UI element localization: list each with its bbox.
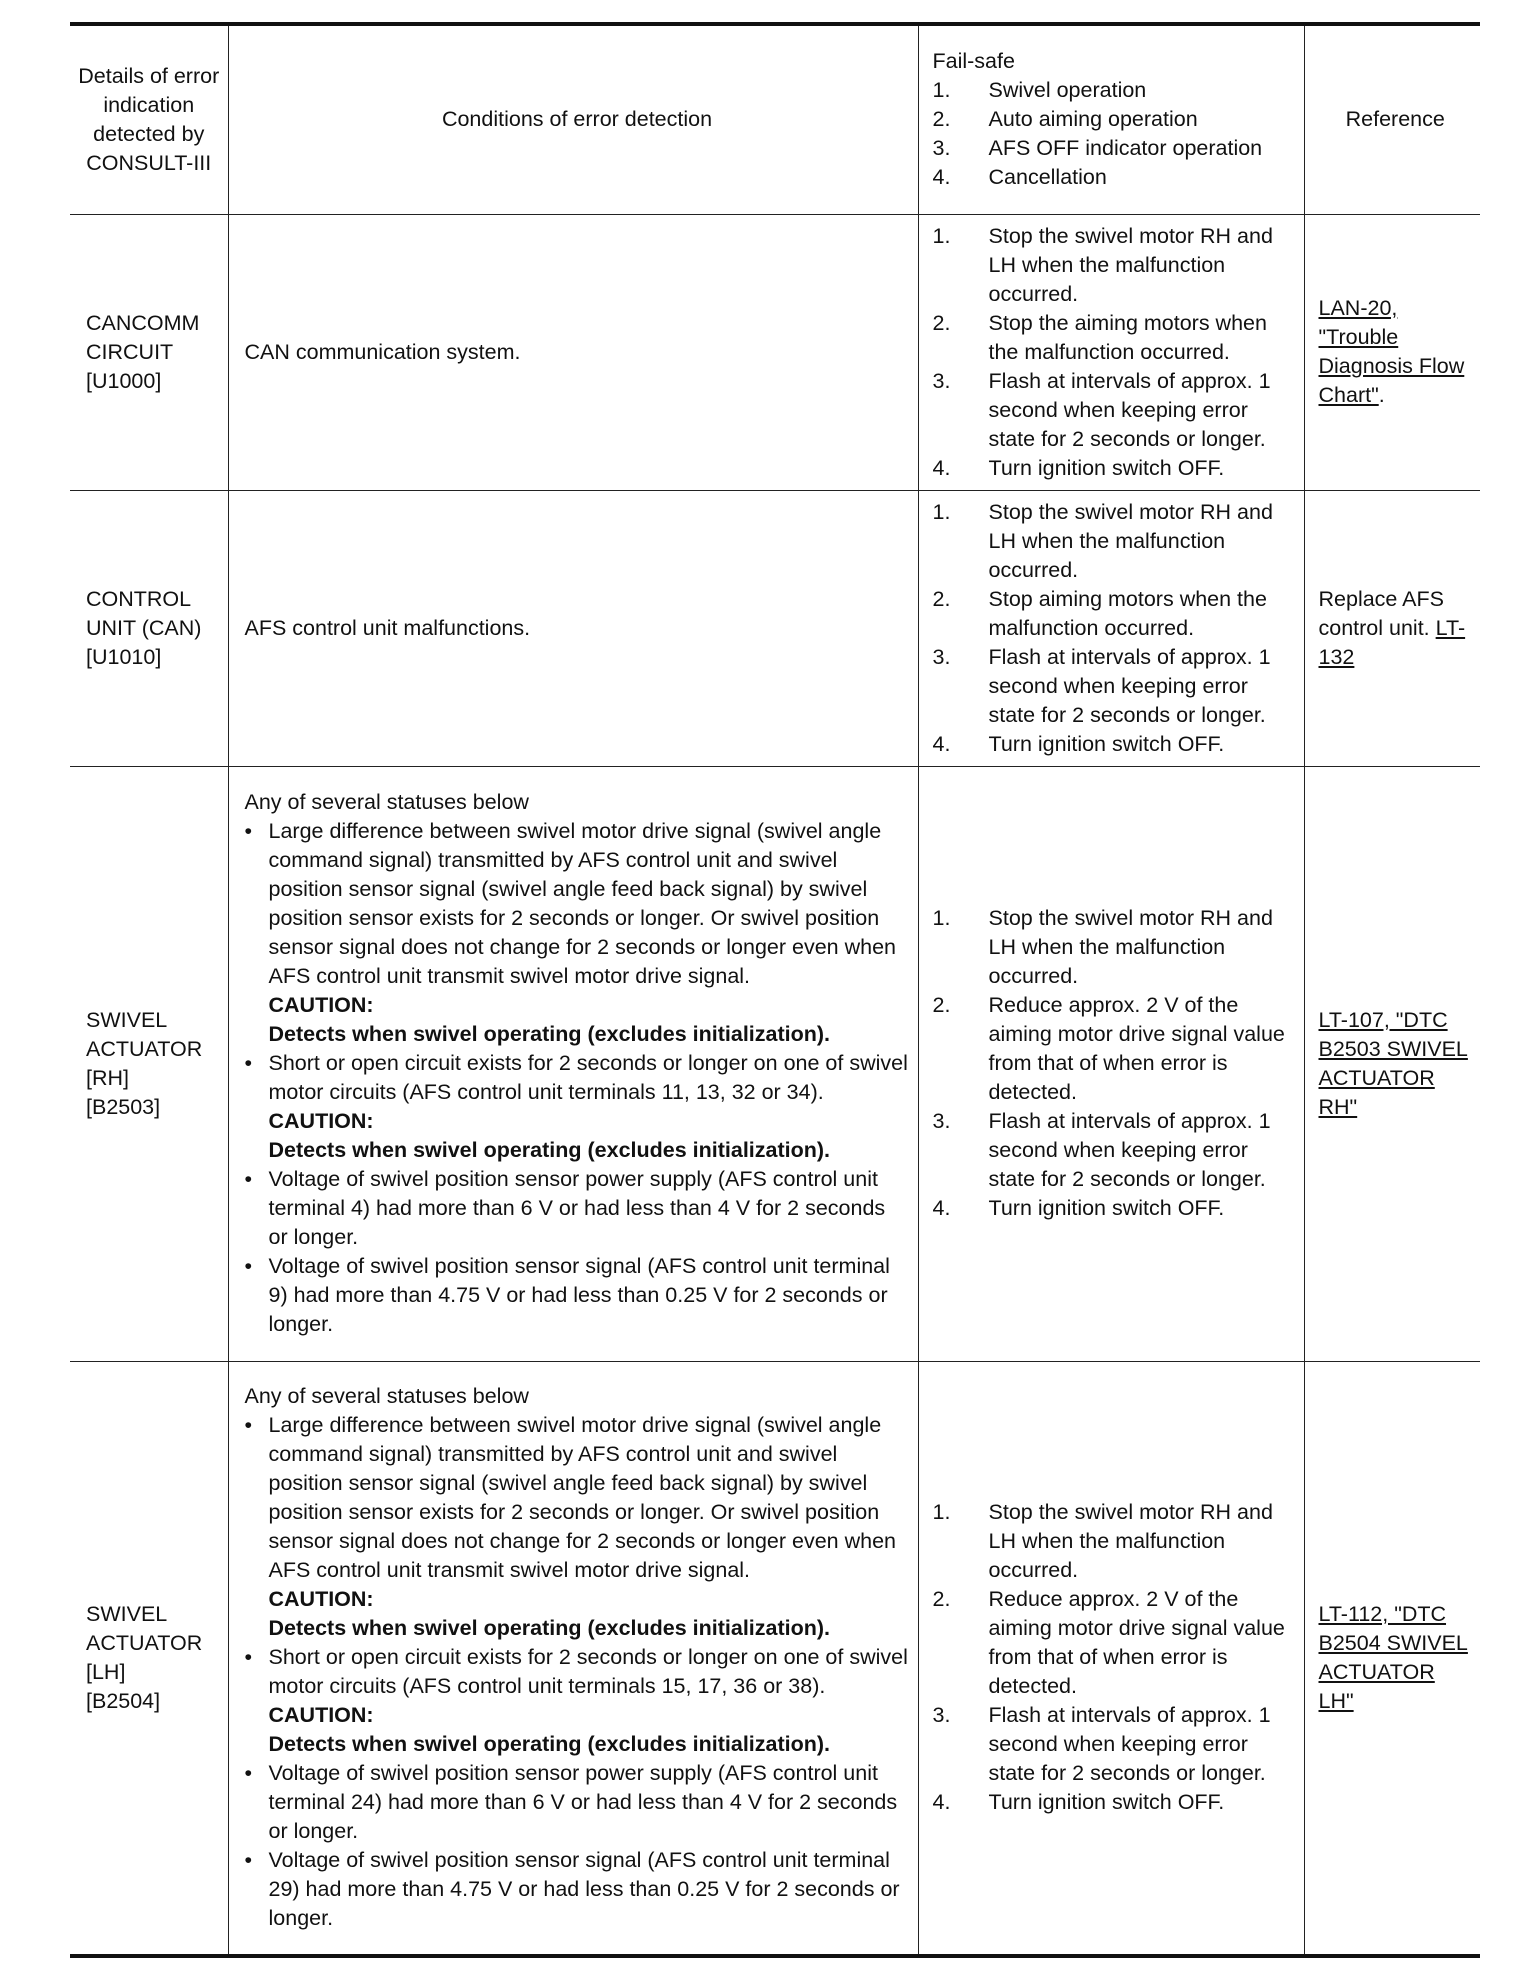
error-name-cell xyxy=(70,1361,228,1956)
error-name-line: CONTROL xyxy=(86,586,192,611)
bullet-icon: • xyxy=(244,1645,253,1670)
item-text: Flash at intervals of approx. 1 second when keeping error state for 2 seconds or longer. xyxy=(988,1703,1271,1786)
table-row xyxy=(70,490,1480,766)
list-item xyxy=(245,1759,910,1846)
header-failsafe-list xyxy=(933,76,1294,192)
bullet-icon: • xyxy=(244,1761,253,1786)
reference-link[interactable]: LAN-20, "Trouble Diagnosis Flow Chart" xyxy=(1318,296,1465,407)
bullet-icon: • xyxy=(244,1848,253,1873)
item-number: 1. xyxy=(932,499,951,524)
failsafe-cell xyxy=(918,1361,1304,1956)
item-text: Cancellation xyxy=(988,165,1107,190)
condition-cell xyxy=(228,490,918,766)
item-text: Reduce approx. 2 V of the aiming motor drive signal value from that of when error is detected. xyxy=(988,993,1285,1104)
error-name-line: [RH] xyxy=(86,1065,129,1090)
error-name-line: UNIT (CAN) xyxy=(86,615,202,640)
bullet-icon: • xyxy=(244,1051,253,1075)
error-name-line: [LH] xyxy=(86,1659,126,1684)
condition-list xyxy=(245,1411,910,1933)
error-code: [U1010] xyxy=(86,644,162,669)
header-conditions xyxy=(228,24,918,214)
item-text: Flash at intervals of approx. 1 second when keeping error state for 2 seconds or longer. xyxy=(988,368,1271,451)
header-reference xyxy=(1304,24,1480,214)
item-text: Turn ignition switch OFF. xyxy=(988,1790,1225,1815)
item-text: Short or open circuit exists for 2 seconds or longer on one of swivel motor circuits (AFS control unit terminals 11, 13, 32 or 34). xyxy=(268,1051,908,1104)
list-item xyxy=(933,643,1294,730)
error-name-cell xyxy=(70,214,228,490)
list-item xyxy=(245,1846,910,1933)
item-number: 4. xyxy=(932,731,951,756)
table-row xyxy=(70,766,1480,1361)
condition-cell xyxy=(228,214,918,490)
list-item xyxy=(933,1498,1294,1585)
reference-cell xyxy=(1304,490,1480,766)
failsafe-list xyxy=(933,222,1294,483)
list-item xyxy=(933,585,1294,643)
item-text: Flash at intervals of approx. 1 second when keeping error state for 2 seconds or longer. xyxy=(988,1109,1271,1191)
error-code: [B2503] xyxy=(86,1094,161,1119)
error-code: [U1000] xyxy=(86,368,162,393)
error-name-line: CIRCUIT xyxy=(86,339,174,364)
item-text: Voltage of swivel position sensor power supply (AFS control unit terminal 24) had more than 6 V or had less than 4 V for 2 seconds or longer. xyxy=(268,1761,898,1844)
condition-intro: Any of several statuses below xyxy=(244,790,529,814)
failsafe-list xyxy=(933,904,1294,1223)
list-item xyxy=(933,76,1294,105)
item-number: 4. xyxy=(932,1196,951,1220)
failsafe-cell xyxy=(918,214,1304,490)
failsafe-cell xyxy=(918,490,1304,766)
document-page xyxy=(70,22,1480,1958)
item-text: Stop the swivel motor RH and LH when the malfunction occurred. xyxy=(988,223,1273,306)
list-item xyxy=(933,1585,1294,1701)
reference-text: Replace AFS control unit. xyxy=(1318,586,1444,640)
list-item xyxy=(245,1643,910,1759)
item-text: Auto aiming operation xyxy=(988,107,1198,132)
header-reference-text: Reference xyxy=(1345,107,1445,132)
list-item xyxy=(245,817,910,1049)
item-number: 3. xyxy=(932,1109,951,1133)
item-number: 3. xyxy=(932,368,951,393)
caution-text: Detects when swivel operating (excludes initialization). xyxy=(268,1616,831,1641)
table-row xyxy=(70,214,1480,490)
table-header-row xyxy=(70,24,1480,214)
list-item xyxy=(245,1411,910,1643)
item-number: 4. xyxy=(932,455,951,480)
reference-cell xyxy=(1304,1361,1480,1956)
reference-cell xyxy=(1304,214,1480,490)
list-item xyxy=(933,1194,1294,1223)
error-name-cell xyxy=(70,766,228,1361)
item-number: 1. xyxy=(932,78,951,103)
caution-title: CAUTION: xyxy=(268,1587,374,1612)
item-number: 3. xyxy=(932,136,951,161)
item-number: 1. xyxy=(932,1500,951,1525)
item-number: 2. xyxy=(932,1587,951,1612)
reference-link[interactable]: LT-107, "DTC B2503 SWIVEL ACTUATOR RH" xyxy=(1318,1007,1468,1119)
item-number: 1. xyxy=(932,223,951,248)
condition-intro: Any of several statuses below xyxy=(244,1384,529,1409)
list-item xyxy=(245,1252,910,1339)
item-text: Large difference between swivel motor drive signal (swivel angle command signal) transmitted by AFS control unit and swivel position sensor signal (swivel angle feed back signal) by swivel position sensor exists for 2 seconds or longer. Or swivel position sensor signal does not change for 2 seconds or longer even when AFS control unit transmit swivel motor drive signal. xyxy=(268,1413,896,1583)
list-item xyxy=(933,367,1294,454)
caution-title: CAUTION: xyxy=(268,993,374,1017)
item-text: Turn ignition switch OFF. xyxy=(988,731,1225,756)
reference-cell xyxy=(1304,766,1480,1361)
error-code: [B2504] xyxy=(86,1688,161,1713)
reference-link[interactable]: LT-112, "DTC B2504 SWIVEL ACTUATOR LH" xyxy=(1318,1601,1468,1713)
list-item xyxy=(933,105,1294,134)
list-item xyxy=(933,163,1294,192)
list-item xyxy=(933,1788,1294,1817)
bullet-icon: • xyxy=(244,1413,253,1438)
error-indication-table xyxy=(70,22,1480,1958)
item-number: 3. xyxy=(932,644,951,669)
item-text: Swivel operation xyxy=(988,78,1147,103)
header-details-text: Details of error indication detected by CONSULT-III xyxy=(78,63,220,175)
failsafe-list xyxy=(933,1498,1294,1817)
condition-text: CAN communication system. xyxy=(244,339,521,364)
reference-link[interactable]: LT-132 xyxy=(1318,615,1466,669)
caution-text: Detects when swivel operating (excludes initialization). xyxy=(268,1732,831,1757)
item-number: 2. xyxy=(932,310,951,335)
item-number: 4. xyxy=(932,165,951,190)
list-item xyxy=(933,498,1294,585)
list-item xyxy=(933,1701,1294,1788)
list-item xyxy=(933,134,1294,163)
condition-list xyxy=(245,817,910,1339)
bullet-icon: • xyxy=(244,819,253,843)
item-text: Turn ignition switch OFF. xyxy=(988,1196,1225,1220)
list-item xyxy=(933,730,1294,759)
item-text: Stop the swivel motor RH and LH when the malfunction occurred. xyxy=(988,499,1273,582)
item-number: 4. xyxy=(932,1790,951,1815)
item-number: 1. xyxy=(932,906,951,930)
item-text: Short or open circuit exists for 2 seconds or longer on one of swivel motor circuits (AFS control unit terminals 15, 17, 36 or 38). xyxy=(268,1645,908,1699)
error-name-line: SWIVEL xyxy=(86,1601,168,1626)
caution-text: Detects when swivel operating (excludes initialization). xyxy=(268,1138,831,1162)
header-conditions-text: Conditions of error detection xyxy=(441,107,713,132)
list-item xyxy=(245,1165,910,1252)
item-text: Voltage of swivel position sensor power supply (AFS control unit terminal 4) had more than 6 V or had less than 4 V for 2 seconds or longer. xyxy=(268,1167,886,1249)
list-item xyxy=(933,222,1294,309)
condition-cell xyxy=(228,1361,918,1956)
header-details xyxy=(70,24,228,214)
error-name-line: CANCOMM xyxy=(86,310,200,335)
item-text: Voltage of swivel position sensor signal (AFS control unit terminal 9) had more than 4.75 V or had less than 0.25 V for 2 seconds or longer. xyxy=(268,1254,890,1336)
list-item xyxy=(933,309,1294,367)
item-text: Stop the swivel motor RH and LH when the malfunction occurred. xyxy=(988,1500,1273,1583)
failsafe-cell xyxy=(918,766,1304,1361)
item-text: Stop aiming motors when the malfunction occurred. xyxy=(988,586,1267,640)
error-name-cell xyxy=(70,490,228,766)
caution-title: CAUTION: xyxy=(268,1109,374,1133)
error-name-line: ACTUATOR xyxy=(86,1630,203,1655)
failsafe-list xyxy=(933,498,1294,759)
caution-title: CAUTION: xyxy=(268,1703,374,1728)
bullet-icon: • xyxy=(244,1254,253,1278)
item-text: Voltage of swivel position sensor signal (AFS control unit terminal 29) had more than 4.75 V or had less than 0.25 V for 2 seconds or longer. xyxy=(268,1848,900,1931)
condition-cell xyxy=(228,766,918,1361)
bullet-icon: • xyxy=(244,1167,253,1191)
list-item xyxy=(933,1107,1294,1194)
item-text: Flash at intervals of approx. 1 second when keeping error state for 2 seconds or longer. xyxy=(988,644,1271,727)
condition-text: AFS control unit malfunctions. xyxy=(244,615,531,640)
reference-suffix: . xyxy=(1378,383,1385,407)
list-item xyxy=(245,1049,910,1165)
list-item xyxy=(933,904,1294,991)
caution-text: Detects when swivel operating (excludes initialization). xyxy=(268,1022,831,1046)
item-text: AFS OFF indicator operation xyxy=(988,136,1263,161)
item-text: Turn ignition switch OFF. xyxy=(988,455,1225,480)
error-name-line: SWIVEL xyxy=(86,1007,168,1032)
header-failsafe xyxy=(918,24,1304,214)
table-row xyxy=(70,1361,1480,1956)
item-text: Reduce approx. 2 V of the aiming motor drive signal value from that of when error is detected. xyxy=(988,1587,1285,1699)
header-failsafe-title: Fail-safe xyxy=(932,49,1015,74)
item-number: 2. xyxy=(932,586,951,611)
item-number: 2. xyxy=(932,993,951,1017)
error-name-line: ACTUATOR xyxy=(86,1036,203,1061)
item-text: Stop the aiming motors when the malfunction occurred. xyxy=(988,310,1267,364)
list-item xyxy=(933,454,1294,483)
item-text: Large difference between swivel motor drive signal (swivel angle command signal) transmitted by AFS control unit and swivel position sensor signal (swivel angle feed back signal) by swivel position sensor exists for 2 seconds or longer. Or swivel position sensor signal does not change for 2 seconds or longer even when AFS control unit transmit swivel motor drive signal. xyxy=(268,819,896,988)
item-number: 3. xyxy=(932,1703,951,1728)
item-text: Stop the swivel motor RH and LH when the malfunction occurred. xyxy=(988,906,1273,988)
list-item xyxy=(933,991,1294,1107)
item-number: 2. xyxy=(932,107,951,132)
